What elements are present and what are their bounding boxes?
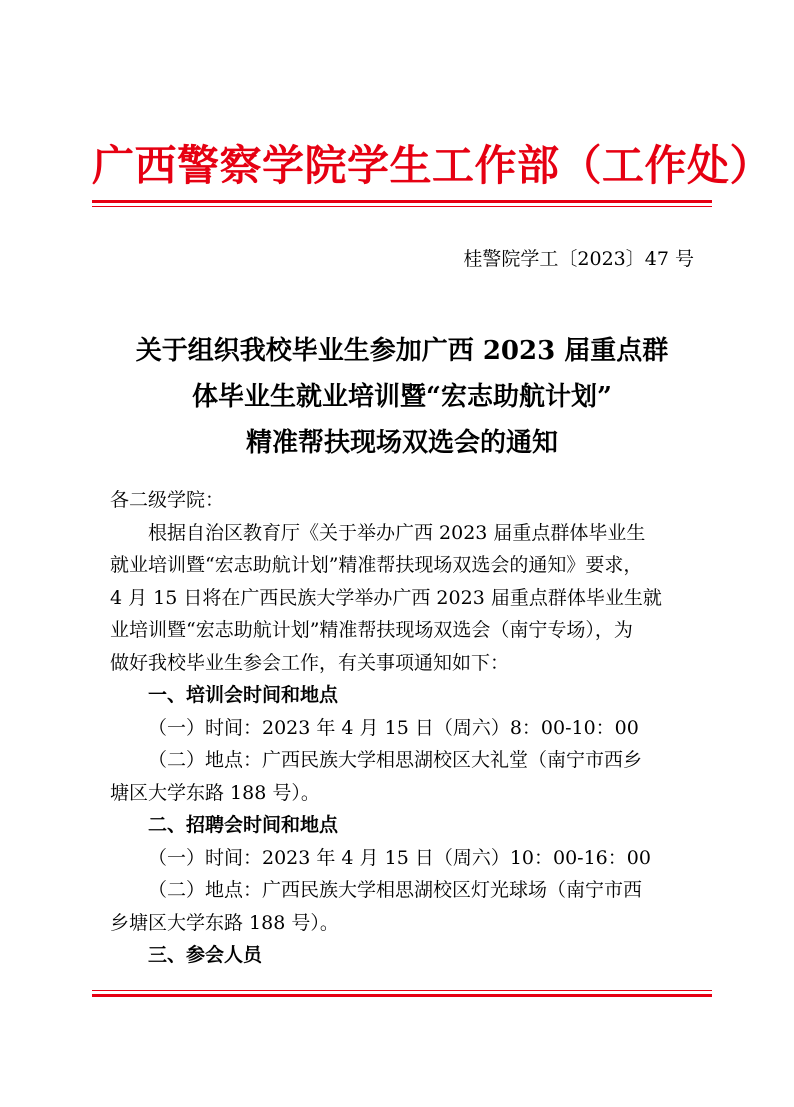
title-line-3: 精准帮扶现场双选会的通知	[245, 428, 558, 458]
section-1-time: （一）时间：2023 年 4 月 15 日（周六）8：00-10：00	[148, 716, 639, 739]
document-body	[110, 484, 700, 972]
footer-rule-thin	[92, 990, 712, 991]
section-2-place-line-2: 乡塘区大学东路 188 号）。	[110, 911, 339, 934]
section-3-heading: 三、参会人员	[148, 944, 263, 966]
title-line-2: 体毕业生就业培训暨“宏志助航计划”	[192, 382, 612, 412]
section-1-place-line-2: 塘区大学东路 188 号）。	[110, 781, 320, 804]
header-rule-thin	[92, 206, 712, 207]
intro-line-4: 业培训暨“宏志助航计划”精准帮扶现场双选会（南宁专场），为	[110, 619, 633, 641]
section-2-place-line-1: （二）地点：广西民族大学相思湖校区灯光球场（南宁市西	[148, 879, 643, 901]
header-rule-thick	[92, 200, 712, 203]
footer-red-rule	[92, 990, 712, 997]
title-line-1: 关于组织我校毕业生参加广西 2023 届重点群	[135, 336, 669, 366]
footer-rule-thick	[92, 994, 712, 997]
document-number: 桂警院学工〔2023〕47 号	[463, 248, 694, 270]
section-1-heading: 一、培训会时间和地点	[148, 684, 339, 706]
intro-line-3: 4 月 15 日将在广西民族大学举办广西 2023 届重点群体毕业生就	[110, 586, 662, 609]
section-1-place-line-1: （二）地点：广西民族大学相思湖校区大礼堂（南宁市西乡	[148, 749, 643, 771]
intro-line-5: 做好我校毕业生参会工作，有关事项通知如下：	[110, 651, 510, 674]
intro-line-1: 根据自治区教育厅《关于举办广西 2023 届重点群体毕业生	[148, 521, 646, 544]
section-2-heading: 二、招聘会时间和地点	[148, 814, 339, 836]
salutation: 各二级学院：	[110, 489, 225, 511]
section-2-time: （一）时间：2023 年 4 月 15 日（周六）10：00-16：00	[148, 846, 651, 869]
document-title	[96, 328, 708, 466]
header-red-rule	[92, 200, 712, 207]
org-header-title: 广西警察学院学生工作部（工作处）	[92, 141, 773, 190]
intro-line-2: 就业培训暨“宏志助航计划”精准帮扶现场双选会的通知》要求，	[110, 554, 643, 576]
